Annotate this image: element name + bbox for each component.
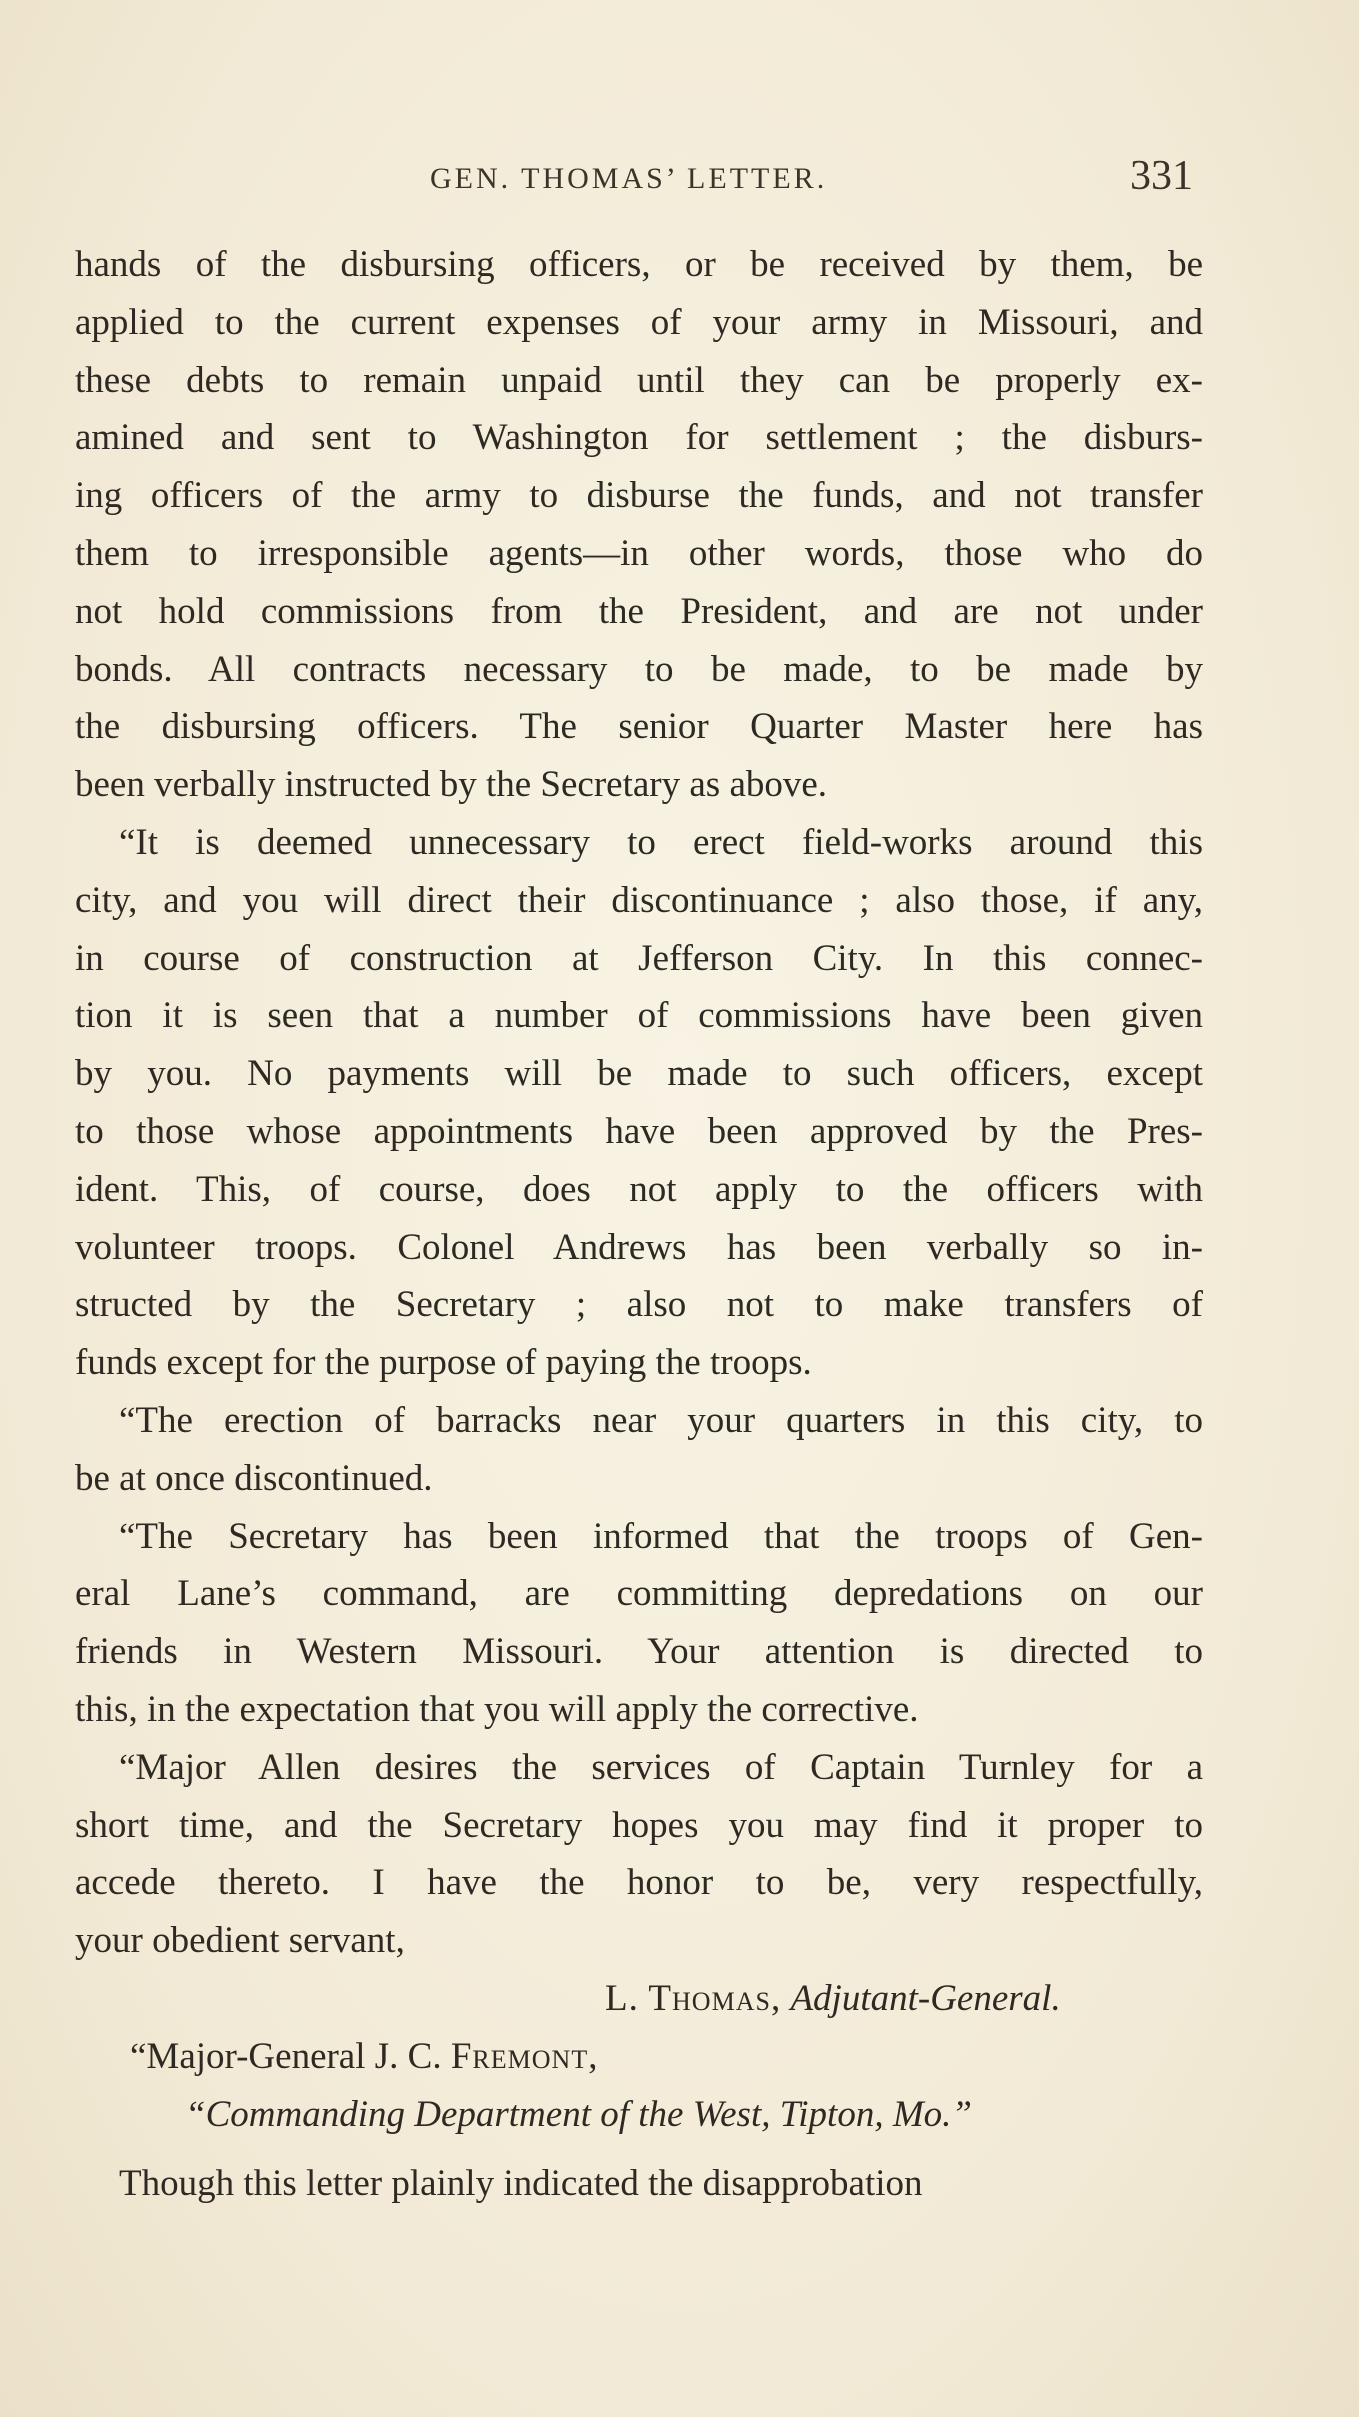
text-line: ident. This, of course, does not apply to the officers with: [75, 1168, 1203, 1210]
text-line: structed by the Secretary ; also not to make transfers of: [75, 1284, 1203, 1326]
text-line: volunteer troops. Colonel Andrews has been verbally so in-: [75, 1226, 1203, 1268]
body-text: [75, 236, 1203, 2213]
text-line: ing officers of the army to disburse the funds, and not transfer: [75, 475, 1203, 517]
paragraph-3: [75, 1392, 1203, 1508]
address-name: Fremont,: [450, 2035, 599, 2077]
text-line: bonds. All contracts necessary to be made, to be made by: [75, 648, 1203, 690]
paragraph-2: [75, 814, 1203, 1392]
paragraph-1: [75, 236, 1203, 814]
text-line: be at once discontinued.: [75, 1457, 433, 1499]
address-prefix: “Major-General J. C.: [130, 2035, 442, 2077]
page-header: [0, 150, 1359, 210]
text-line: eral Lane’s command, are committing depredations on our: [75, 1573, 1203, 1615]
text-line: been verbally instructed by the Secretary as above.: [75, 764, 828, 806]
text-line: hands of the disbursing officers, or be received by them, be: [75, 244, 1203, 285]
text-line: to those whose appointments have been approved by the Pres-: [75, 1110, 1203, 1152]
text-line: applied to the current expenses of your army in Missouri, and: [75, 301, 1203, 343]
text-line: tion it is seen that a number of commissions have been given: [75, 995, 1203, 1037]
text-line: the disbursing officers. The senior Quarter Master here has: [75, 706, 1203, 748]
signature: [75, 1970, 1203, 2028]
text-line: funds except for the purpose of paying the troops.: [75, 1342, 812, 1384]
paragraph-5: [75, 1739, 1203, 1970]
text-line: accede thereto. I have the honor to be, very respectfully,: [75, 1862, 1203, 1904]
address-line-1: [75, 2028, 1203, 2086]
text-line: “The erection of barracks near your quarters in this city, to: [119, 1399, 1203, 1441]
running-head: GEN. THOMAS’ LETTER.: [430, 162, 828, 195]
address-line-2: “Commanding Department of the West, Tipton, Mo.”: [185, 2093, 972, 2135]
text-line: amined and sent to Washington for settlement ; the disburs-: [75, 417, 1203, 459]
signature-title: Adjutant-General.: [790, 1977, 1061, 2019]
paragraph-4: [75, 1508, 1203, 1739]
text-line: not hold commissions from the President, and are not under: [75, 590, 1203, 632]
text-line: this, in the expectation that you will apply the corrective.: [75, 1688, 919, 1730]
page-number: 331: [1130, 153, 1193, 199]
text-line: “It is deemed unnecessary to erect field-works around this: [119, 821, 1203, 863]
text-line: short time, and the Secretary hopes you may find it proper to: [75, 1804, 1203, 1846]
closing-line: Though this letter plainly indicated the disapprobation: [119, 2163, 923, 2205]
text-line: in course of construction at Jefferson City. In this connec-: [75, 937, 1203, 979]
text-line: these debts to remain unpaid until they can be properly ex-: [75, 359, 1203, 401]
text-line: your obedient servant,: [75, 1920, 405, 1962]
text-line: friends in Western Missouri. Your attention is directed to: [75, 1631, 1203, 1673]
text-line: “Major Allen desires the services of Captain Turnley for a: [119, 1746, 1203, 1788]
signature-name: L. Thomas,: [605, 1977, 782, 2019]
text-line: city, and you will direct their discontinuance ; also those, if any,: [75, 879, 1203, 921]
text-line: by you. No payments will be made to such officers, except: [75, 1053, 1203, 1095]
text-line: them to irresponsible agents—in other words, those who do: [75, 532, 1203, 574]
text-line: “The Secretary has been informed that the troops of Gen-: [119, 1515, 1203, 1557]
